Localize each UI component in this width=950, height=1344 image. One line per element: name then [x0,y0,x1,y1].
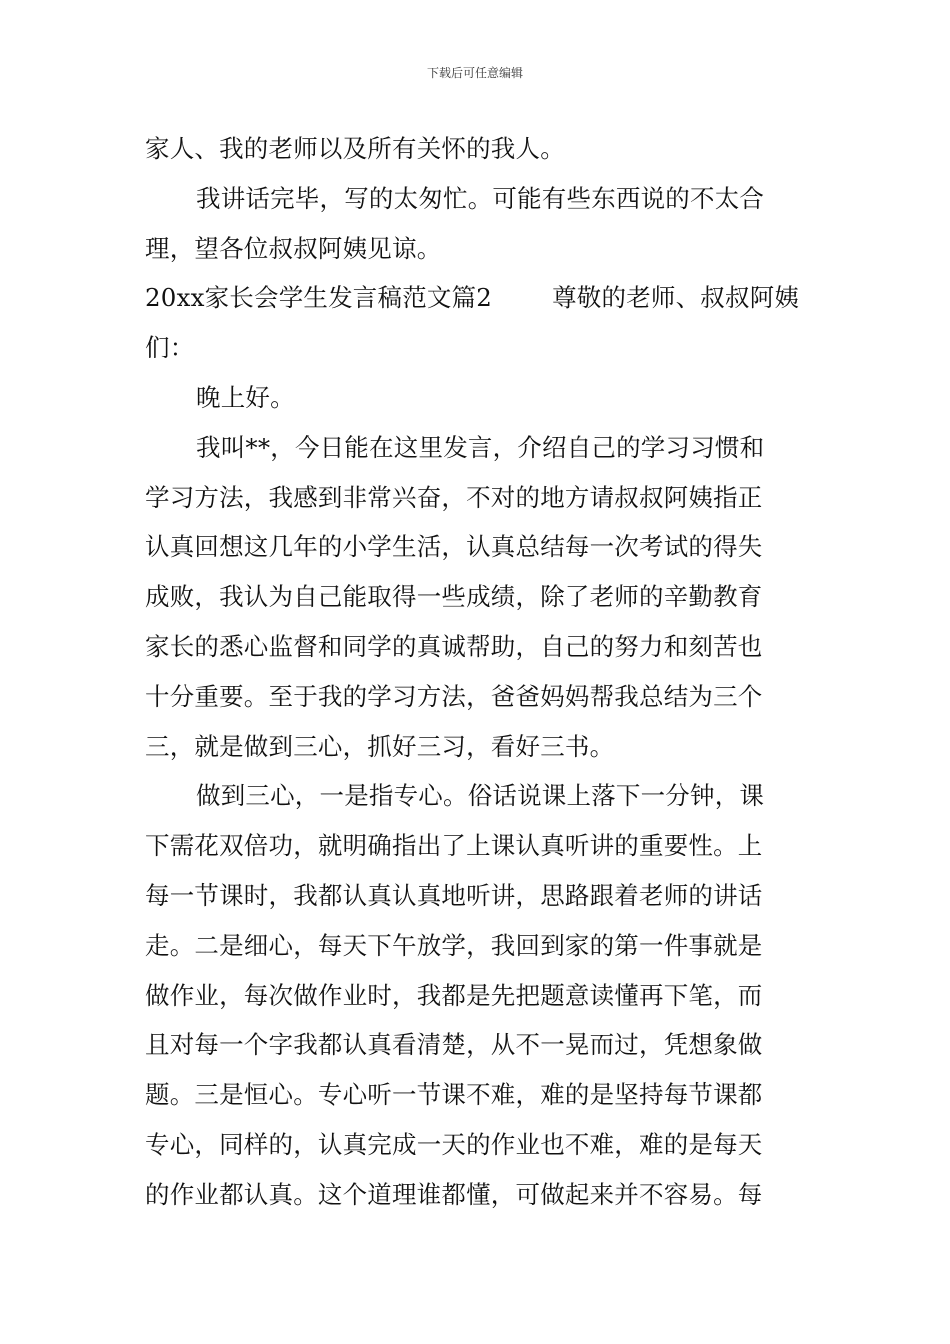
text-line [145,622,810,672]
line-text: 专心，同样的，认真完成一天的作业也不难，难的是每天 [145,1129,763,1159]
text-line [145,821,810,871]
text-line [145,522,810,572]
line-text: 我叫**，今日能在这里发言，介绍自己的学习习惯和 [196,432,765,462]
line-text: 做到三心，一是指专心。俗话说课上落下一分钟，课 [196,781,765,811]
line-text: 做作业，每次做作业时，我都是先把题意读懂再下笔，而 [145,980,763,1010]
text-line [145,124,810,174]
line-text: 成败，我认为自己能取得一些成绩，除了老师的辛勤教育 [145,582,763,612]
line-text: 题。三是恒心。专心听一节课不难，难的是坚持每节课都 [145,1080,763,1110]
text-line [145,1020,810,1070]
line-text: 三，就是做到三心，抓好三习，看好三书。 [145,731,615,761]
line-text: 走。二是细心，每天下午放学，我回到家的第一件事就是 [145,930,763,960]
line-text: 认真回想这几年的小学生活，认真总结每一次考试的得失 [145,532,763,562]
text-line [145,1070,810,1120]
page-header: 下载后可任意编辑 [426,66,523,80]
line-text: 下需花双倍功，就明确指出了上课认真听讲的重要性。上 [145,831,763,861]
line-text: 理，望各位叔叔阿姨见谅。 [145,233,442,263]
line-text: 晚上好。 [196,382,295,412]
document-body [145,124,810,1220]
text-line [145,1170,810,1220]
text-line [145,722,810,772]
line-text: 且对每一个字我都认真看清楚，从不一晃而过，凭想象做 [145,1030,763,1060]
text-line [145,224,810,274]
line-text: 我讲话完毕，写的太匆忙。可能有些东西说的不太合 [196,183,765,213]
text-line [145,971,810,1021]
text-line [145,672,810,722]
line-text: 的作业都认真。这个道理谁都懂，可做起来并不容易。每 [145,1179,763,1209]
text-line [145,771,810,821]
text-line [145,921,810,971]
line-text: 学习方法，我感到非常兴奋，不对的地方请叔叔阿姨指正 [145,482,763,512]
text-line [145,423,810,473]
line-text: 十分重要。至于我的学习方法，爸爸妈妈帮我总结为三个 [145,681,763,711]
line-text: 们： [145,333,195,363]
line-text: 家长的悉心监督和同学的真诚帮助，自己的努力和刻苦也 [145,631,763,661]
text-line [145,174,810,224]
line-text: 每一节课时，我都认真认真地听讲，思路跟着老师的讲话 [145,880,763,910]
text-line [145,572,810,622]
text-line [145,473,810,523]
text-line [145,373,810,423]
text-line [145,273,810,323]
line-text: 20xx家长会学生发言稿范文篇2 [145,283,493,313]
line-text-continued: 尊敬的老师、叔叔阿姨 [552,283,800,313]
text-line [145,323,810,373]
text-line [145,871,810,921]
text-line [145,1120,810,1170]
line-text: 家人、我的老师以及所有关怀的我人。 [145,134,565,163]
